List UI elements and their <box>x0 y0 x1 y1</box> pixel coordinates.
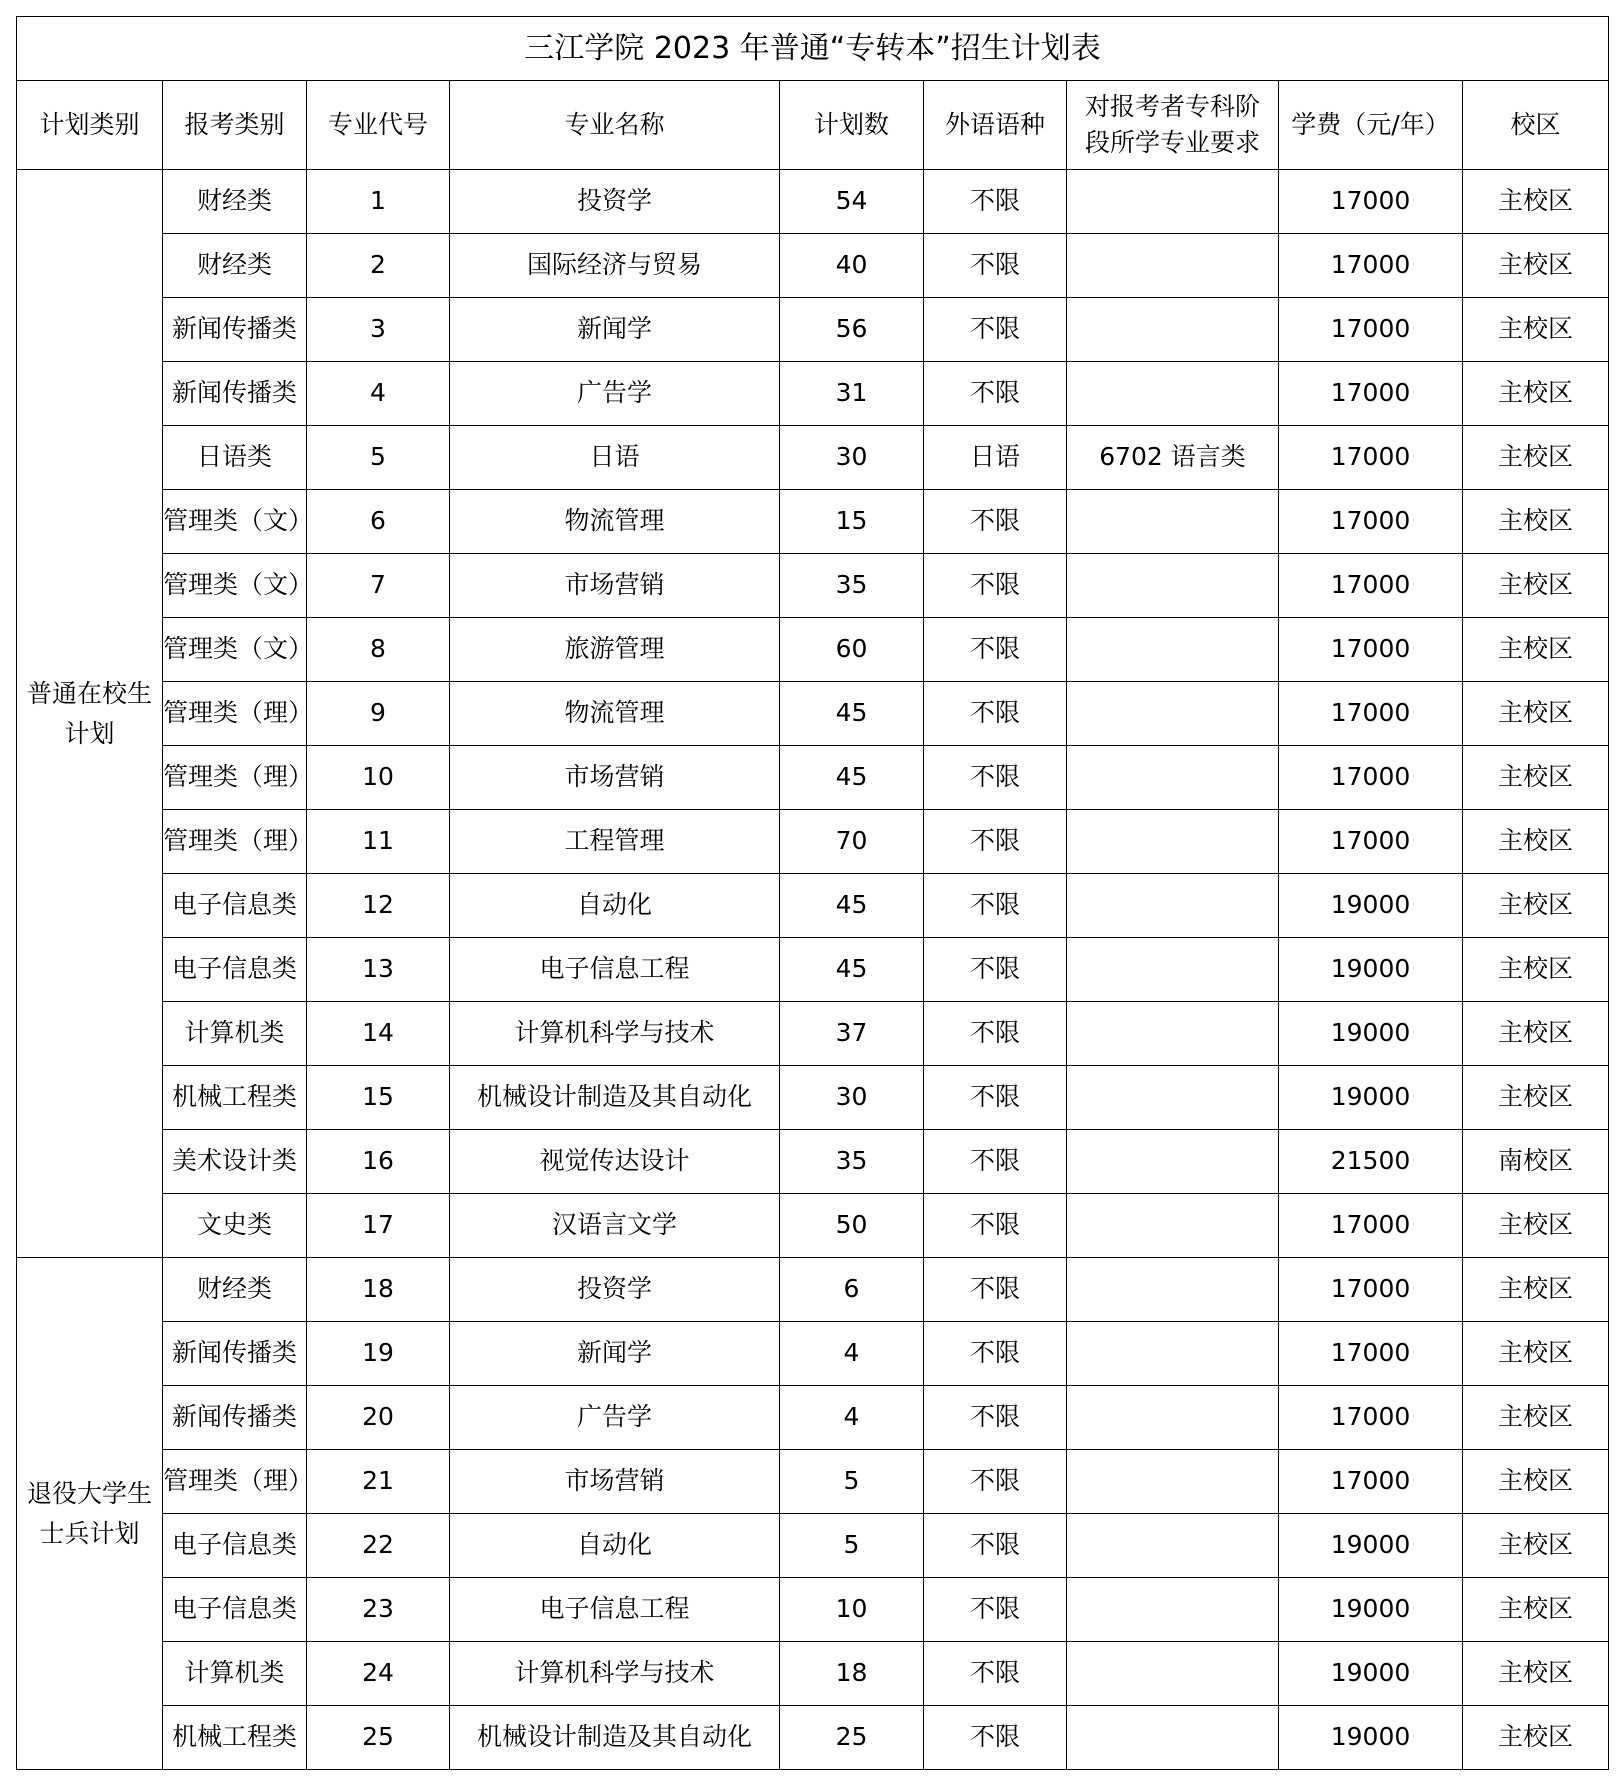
major-name-cell: 物流管理 <box>450 682 780 746</box>
foreign-language-cell: 不限 <box>924 938 1067 1002</box>
requirement-cell <box>1067 1386 1279 1450</box>
requirement-cell <box>1067 746 1279 810</box>
major-name-cell: 机械设计制造及其自动化 <box>450 1706 780 1770</box>
table-row <box>17 874 1609 938</box>
exam-category-cell: 管理类（理） <box>163 682 307 746</box>
requirement-cell <box>1067 874 1279 938</box>
header-exam-category: 报考类别 <box>163 81 307 170</box>
major-code-cell: 3 <box>307 298 450 362</box>
major-name-cell: 市场营销 <box>450 746 780 810</box>
tuition-cell: 17000 <box>1279 426 1463 490</box>
exam-category-cell: 电子信息类 <box>163 938 307 1002</box>
campus-cell: 南校区 <box>1463 1130 1609 1194</box>
major-code-cell: 24 <box>307 1642 450 1706</box>
requirement-cell <box>1067 810 1279 874</box>
requirement-cell <box>1067 1514 1279 1578</box>
campus-cell: 主校区 <box>1463 618 1609 682</box>
plan-type-label-line: 普通在校生 <box>26 678 152 708</box>
table-row <box>17 1258 1609 1322</box>
major-name-cell: 电子信息工程 <box>450 1578 780 1642</box>
table-row <box>17 1642 1609 1706</box>
requirement-cell <box>1067 554 1279 618</box>
major-code-cell: 11 <box>307 810 450 874</box>
exam-category-cell: 电子信息类 <box>163 1578 307 1642</box>
exam-category-cell: 文史类 <box>163 1194 307 1258</box>
foreign-language-cell: 不限 <box>924 1642 1067 1706</box>
plan-count-cell: 30 <box>780 426 924 490</box>
foreign-language-cell: 不限 <box>924 1066 1067 1130</box>
plan-count-cell: 5 <box>780 1514 924 1578</box>
requirement-cell <box>1067 490 1279 554</box>
exam-category-cell: 机械工程类 <box>163 1066 307 1130</box>
exam-category-cell: 管理类（文） <box>163 554 307 618</box>
foreign-language-cell: 不限 <box>924 1386 1067 1450</box>
major-code-cell: 5 <box>307 426 450 490</box>
major-name-cell: 新闻学 <box>450 298 780 362</box>
table-row <box>17 810 1609 874</box>
plan-count-cell: 4 <box>780 1322 924 1386</box>
tuition-cell: 17000 <box>1279 234 1463 298</box>
major-name-cell: 新闻学 <box>450 1322 780 1386</box>
major-name-cell: 物流管理 <box>450 490 780 554</box>
foreign-language-cell: 不限 <box>924 810 1067 874</box>
major-name-cell: 市场营销 <box>450 1450 780 1514</box>
plan-count-cell: 35 <box>780 1130 924 1194</box>
major-name-cell: 电子信息工程 <box>450 938 780 1002</box>
table-row <box>17 1450 1609 1514</box>
foreign-language-cell: 不限 <box>924 1130 1067 1194</box>
campus-cell: 主校区 <box>1463 170 1609 234</box>
foreign-language-cell: 不限 <box>924 874 1067 938</box>
major-name-cell: 投资学 <box>450 170 780 234</box>
exam-category-cell: 美术设计类 <box>163 1130 307 1194</box>
tuition-cell: 19000 <box>1279 938 1463 1002</box>
tuition-cell: 19000 <box>1279 1642 1463 1706</box>
major-code-cell: 17 <box>307 1194 450 1258</box>
exam-category-cell: 电子信息类 <box>163 1514 307 1578</box>
table-row <box>17 938 1609 1002</box>
foreign-language-cell: 不限 <box>924 1578 1067 1642</box>
foreign-language-cell: 不限 <box>924 1450 1067 1514</box>
tuition-cell: 17000 <box>1279 298 1463 362</box>
major-code-cell: 2 <box>307 234 450 298</box>
major-name-cell: 广告学 <box>450 362 780 426</box>
major-code-cell: 25 <box>307 1706 450 1770</box>
enrollment-plan-table <box>16 16 1609 1770</box>
table-title: 三江学院 2023 年普通“专转本”招生计划表 <box>17 17 1609 81</box>
foreign-language-cell: 不限 <box>924 554 1067 618</box>
campus-cell: 主校区 <box>1463 874 1609 938</box>
exam-category-cell: 管理类（理） <box>163 810 307 874</box>
tuition-cell: 17000 <box>1279 490 1463 554</box>
plan-count-cell: 4 <box>780 1386 924 1450</box>
campus-cell: 主校区 <box>1463 426 1609 490</box>
plan-count-cell: 54 <box>780 170 924 234</box>
exam-category-cell: 机械工程类 <box>163 1706 307 1770</box>
table-row <box>17 746 1609 810</box>
plan-count-cell: 45 <box>780 682 924 746</box>
exam-category-cell: 新闻传播类 <box>163 298 307 362</box>
requirement-cell <box>1067 234 1279 298</box>
tuition-cell: 19000 <box>1279 1706 1463 1770</box>
foreign-language-cell: 不限 <box>924 1706 1067 1770</box>
tuition-cell: 17000 <box>1279 1450 1463 1514</box>
plan-count-cell: 40 <box>780 234 924 298</box>
campus-cell: 主校区 <box>1463 490 1609 554</box>
campus-cell: 主校区 <box>1463 1514 1609 1578</box>
plan-type-label-line: 士兵计划 <box>39 1518 140 1548</box>
major-code-cell: 8 <box>307 618 450 682</box>
plan-type-cell <box>17 1258 163 1770</box>
plan-type-cell <box>17 170 163 1258</box>
header-campus: 校区 <box>1463 81 1609 170</box>
table-row <box>17 1130 1609 1194</box>
tuition-cell: 17000 <box>1279 682 1463 746</box>
exam-category-cell: 日语类 <box>163 426 307 490</box>
table-row <box>17 362 1609 426</box>
tuition-cell: 17000 <box>1279 1194 1463 1258</box>
plan-count-cell: 56 <box>780 298 924 362</box>
plan-count-cell: 35 <box>780 554 924 618</box>
campus-cell: 主校区 <box>1463 938 1609 1002</box>
foreign-language-cell: 不限 <box>924 234 1067 298</box>
major-name-cell: 市场营销 <box>450 554 780 618</box>
table-row <box>17 682 1609 746</box>
plan-count-cell: 10 <box>780 1578 924 1642</box>
major-code-cell: 21 <box>307 1450 450 1514</box>
tuition-cell: 17000 <box>1279 1322 1463 1386</box>
plan-count-cell: 37 <box>780 1002 924 1066</box>
plan-count-cell: 50 <box>780 1194 924 1258</box>
major-name-cell: 旅游管理 <box>450 618 780 682</box>
requirement-cell <box>1067 938 1279 1002</box>
major-name-cell: 投资学 <box>450 1258 780 1322</box>
tuition-cell: 21500 <box>1279 1130 1463 1194</box>
major-code-cell: 20 <box>307 1386 450 1450</box>
exam-category-cell: 计算机类 <box>163 1002 307 1066</box>
plan-count-cell: 45 <box>780 938 924 1002</box>
table-row <box>17 1002 1609 1066</box>
campus-cell: 主校区 <box>1463 1066 1609 1130</box>
tuition-cell: 17000 <box>1279 554 1463 618</box>
tuition-cell: 19000 <box>1279 1066 1463 1130</box>
exam-category-cell: 财经类 <box>163 234 307 298</box>
major-name-cell: 机械设计制造及其自动化 <box>450 1066 780 1130</box>
major-name-cell: 视觉传达设计 <box>450 1130 780 1194</box>
tuition-cell: 19000 <box>1279 1002 1463 1066</box>
campus-cell: 主校区 <box>1463 1002 1609 1066</box>
major-name-cell: 汉语言文学 <box>450 1194 780 1258</box>
foreign-language-cell: 不限 <box>924 1514 1067 1578</box>
table-row <box>17 1706 1609 1770</box>
table-row <box>17 170 1609 234</box>
plan-count-cell: 45 <box>780 874 924 938</box>
major-code-cell: 4 <box>307 362 450 426</box>
campus-cell: 主校区 <box>1463 1322 1609 1386</box>
requirement-cell <box>1067 1706 1279 1770</box>
campus-cell: 主校区 <box>1463 1194 1609 1258</box>
requirement-cell <box>1067 1194 1279 1258</box>
foreign-language-cell: 不限 <box>924 1258 1067 1322</box>
requirement-cell <box>1067 1642 1279 1706</box>
campus-cell: 主校区 <box>1463 1578 1609 1642</box>
requirement-cell <box>1067 1066 1279 1130</box>
campus-cell: 主校区 <box>1463 554 1609 618</box>
plan-count-cell: 70 <box>780 810 924 874</box>
foreign-language-cell: 不限 <box>924 490 1067 554</box>
header-foreign-language: 外语语种 <box>924 81 1067 170</box>
foreign-language-cell: 不限 <box>924 618 1067 682</box>
major-code-cell: 7 <box>307 554 450 618</box>
table-row <box>17 1322 1609 1386</box>
requirement-cell <box>1067 1578 1279 1642</box>
exam-category-cell: 管理类（理） <box>163 746 307 810</box>
tuition-cell: 19000 <box>1279 874 1463 938</box>
foreign-language-cell: 不限 <box>924 682 1067 746</box>
header-plan-count: 计划数 <box>780 81 924 170</box>
header-major-requirement: 对报考者专科阶段所学专业要求 <box>1067 81 1279 170</box>
exam-category-cell: 财经类 <box>163 1258 307 1322</box>
exam-category-cell: 财经类 <box>163 170 307 234</box>
requirement-cell: 6702 语言类 <box>1067 426 1279 490</box>
exam-category-cell: 新闻传播类 <box>163 1386 307 1450</box>
major-name-cell: 广告学 <box>450 1386 780 1450</box>
requirement-cell <box>1067 1002 1279 1066</box>
header-plan-type: 计划类别 <box>17 81 163 170</box>
major-code-cell: 22 <box>307 1514 450 1578</box>
requirement-cell <box>1067 618 1279 682</box>
plan-count-cell: 15 <box>780 490 924 554</box>
tuition-cell: 19000 <box>1279 1514 1463 1578</box>
major-code-cell: 1 <box>307 170 450 234</box>
campus-cell: 主校区 <box>1463 362 1609 426</box>
requirement-cell <box>1067 170 1279 234</box>
foreign-language-cell: 不限 <box>924 746 1067 810</box>
table-body <box>17 170 1609 1770</box>
foreign-language-cell: 不限 <box>924 170 1067 234</box>
major-code-cell: 13 <box>307 938 450 1002</box>
tuition-cell: 19000 <box>1279 1578 1463 1642</box>
requirement-cell <box>1067 1450 1279 1514</box>
campus-cell: 主校区 <box>1463 682 1609 746</box>
major-name-cell: 计算机科学与技术 <box>450 1002 780 1066</box>
major-name-cell: 国际经济与贸易 <box>450 234 780 298</box>
campus-cell: 主校区 <box>1463 746 1609 810</box>
exam-category-cell: 新闻传播类 <box>163 362 307 426</box>
plan-count-cell: 18 <box>780 1642 924 1706</box>
plan-count-cell: 30 <box>780 1066 924 1130</box>
header-tuition: 学费（元/年） <box>1279 81 1463 170</box>
plan-count-cell: 45 <box>780 746 924 810</box>
campus-cell: 主校区 <box>1463 298 1609 362</box>
table-row <box>17 1386 1609 1450</box>
major-name-cell: 计算机科学与技术 <box>450 1642 780 1706</box>
plan-count-cell: 25 <box>780 1706 924 1770</box>
requirement-cell <box>1067 1130 1279 1194</box>
requirement-cell <box>1067 682 1279 746</box>
major-code-cell: 9 <box>307 682 450 746</box>
plan-count-cell: 60 <box>780 618 924 682</box>
foreign-language-cell: 日语 <box>924 426 1067 490</box>
major-name-cell: 自动化 <box>450 874 780 938</box>
foreign-language-cell: 不限 <box>924 1002 1067 1066</box>
table-row <box>17 618 1609 682</box>
campus-cell: 主校区 <box>1463 810 1609 874</box>
foreign-language-cell: 不限 <box>924 1322 1067 1386</box>
header-major-name: 专业名称 <box>450 81 780 170</box>
tuition-cell: 17000 <box>1279 810 1463 874</box>
tuition-cell: 17000 <box>1279 362 1463 426</box>
plan-type-label-line: 计划 <box>64 718 115 748</box>
header-major-code: 专业代号 <box>307 81 450 170</box>
table-row <box>17 1194 1609 1258</box>
requirement-cell <box>1067 298 1279 362</box>
foreign-language-cell: 不限 <box>924 1194 1067 1258</box>
major-name-cell: 工程管理 <box>450 810 780 874</box>
tuition-cell: 17000 <box>1279 618 1463 682</box>
tuition-cell: 17000 <box>1279 746 1463 810</box>
exam-category-cell: 管理类（理） <box>163 1450 307 1514</box>
campus-cell: 主校区 <box>1463 1258 1609 1322</box>
table-row <box>17 1578 1609 1642</box>
requirement-cell <box>1067 1258 1279 1322</box>
exam-category-cell: 管理类（文） <box>163 618 307 682</box>
table-row <box>17 1066 1609 1130</box>
requirement-cell <box>1067 362 1279 426</box>
plan-count-cell: 31 <box>780 362 924 426</box>
major-code-cell: 15 <box>307 1066 450 1130</box>
major-code-cell: 12 <box>307 874 450 938</box>
exam-category-cell: 管理类（文） <box>163 490 307 554</box>
tuition-cell: 17000 <box>1279 170 1463 234</box>
table-row <box>17 234 1609 298</box>
plan-count-cell: 6 <box>780 1258 924 1322</box>
exam-category-cell: 计算机类 <box>163 1642 307 1706</box>
table-row <box>17 490 1609 554</box>
major-code-cell: 16 <box>307 1130 450 1194</box>
plan-count-cell: 5 <box>780 1450 924 1514</box>
major-name-cell: 自动化 <box>450 1514 780 1578</box>
tuition-cell: 17000 <box>1279 1386 1463 1450</box>
major-code-cell: 18 <box>307 1258 450 1322</box>
major-code-cell: 14 <box>307 1002 450 1066</box>
tuition-cell: 17000 <box>1279 1258 1463 1322</box>
foreign-language-cell: 不限 <box>924 298 1067 362</box>
table-row <box>17 554 1609 618</box>
exam-category-cell: 新闻传播类 <box>163 1322 307 1386</box>
campus-cell: 主校区 <box>1463 234 1609 298</box>
foreign-language-cell: 不限 <box>924 362 1067 426</box>
table-row <box>17 426 1609 490</box>
campus-cell: 主校区 <box>1463 1386 1609 1450</box>
major-code-cell: 10 <box>307 746 450 810</box>
major-code-cell: 6 <box>307 490 450 554</box>
exam-category-cell: 电子信息类 <box>163 874 307 938</box>
table-row <box>17 1514 1609 1578</box>
requirement-cell <box>1067 1322 1279 1386</box>
major-code-cell: 19 <box>307 1322 450 1386</box>
header-row <box>17 81 1609 170</box>
table-row <box>17 298 1609 362</box>
major-name-cell: 日语 <box>450 426 780 490</box>
campus-cell: 主校区 <box>1463 1706 1609 1770</box>
campus-cell: 主校区 <box>1463 1450 1609 1514</box>
campus-cell: 主校区 <box>1463 1642 1609 1706</box>
plan-type-label-line: 退役大学生 <box>26 1478 152 1508</box>
major-code-cell: 23 <box>307 1578 450 1642</box>
